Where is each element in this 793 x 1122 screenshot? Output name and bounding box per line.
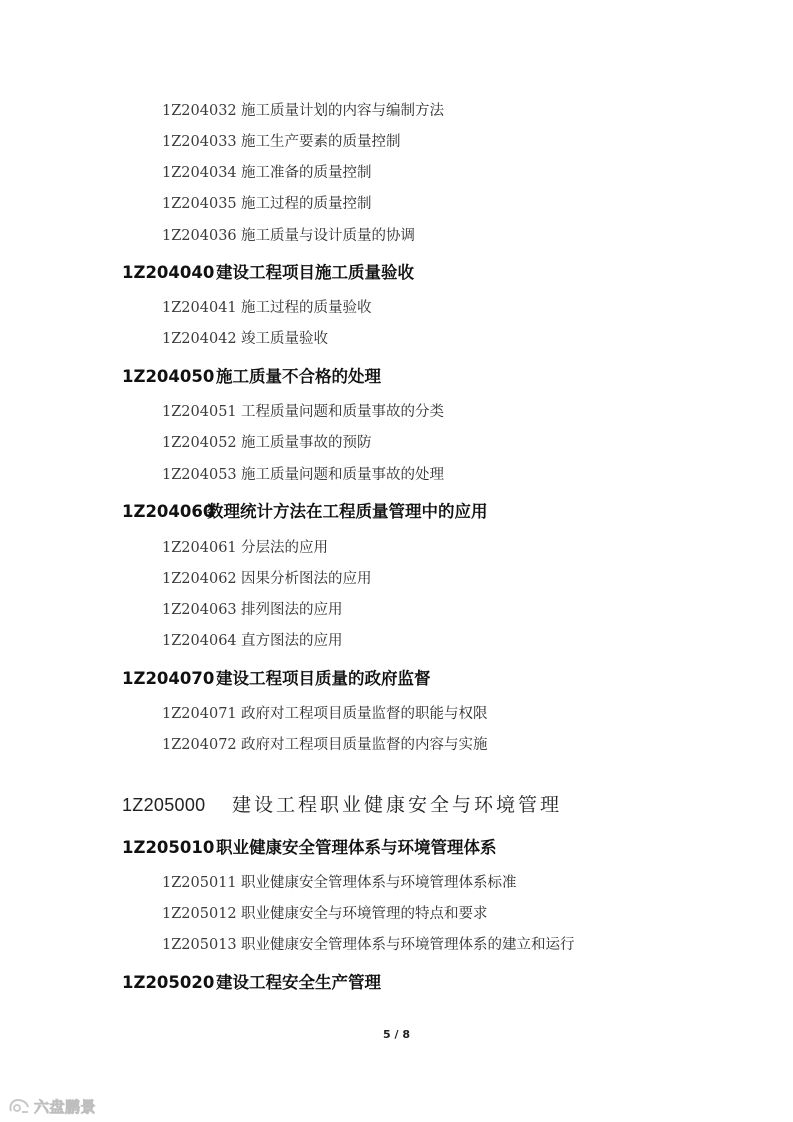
section-code: 1Z204070 (122, 669, 215, 688)
entry-title: 施工过程的质量验收 (241, 300, 372, 316)
toc-entry (162, 104, 444, 119)
toc-entry (162, 876, 517, 891)
entry-title: 工程质量问题和质量事故的分类 (241, 404, 444, 420)
toc-entry (162, 301, 372, 316)
toc-entry (162, 436, 372, 451)
toc-entry (162, 572, 372, 587)
entry-title: 施工质量与设计质量的协调 (241, 228, 415, 244)
entry-code: 1Z204064 (162, 633, 237, 649)
toc-entry (162, 738, 488, 753)
section-heading (122, 671, 431, 688)
toc-entry (162, 707, 488, 722)
entry-code: 1Z204063 (162, 602, 237, 618)
entry-code: 1Z204061 (162, 540, 237, 556)
watermark (8, 1096, 96, 1116)
toc-entry (162, 135, 401, 150)
entry-code: 1Z204036 (162, 228, 237, 244)
section-title: 职业健康安全管理体系与环境管理体系 (216, 838, 497, 857)
section-heading (122, 840, 497, 857)
section-code: 1Z205020 (122, 973, 215, 992)
entry-title: 排列图法的应用 (241, 602, 343, 618)
page-number: 5 / 8 (383, 1028, 410, 1041)
watermark-text: 六盘鹏景 (34, 1097, 97, 1116)
entry-code: 1Z204062 (162, 571, 237, 587)
toc-entry (162, 468, 444, 483)
entry-title: 施工质量问题和质量事故的处理 (241, 467, 444, 483)
chapter-title: 建设工程职业健康安全与环境管理 (232, 794, 563, 816)
toc-entry (162, 907, 488, 922)
toc-entry (162, 166, 372, 181)
toc-entry (162, 405, 444, 420)
entry-title: 施工质量计划的内容与编制方法 (241, 103, 444, 119)
entry-title: 施工准备的质量控制 (241, 165, 372, 181)
section-code: 1Z205010 (122, 838, 215, 857)
section-heading (122, 369, 381, 386)
entry-title: 直方图法的应用 (241, 633, 343, 649)
section-title: 建设工程项目施工质量验收 (216, 263, 414, 282)
entry-title: 因果分析图法的应用 (241, 571, 372, 587)
section-heading (122, 975, 381, 992)
entry-title: 职业健康安全与环境管理的特点和要求 (241, 906, 488, 922)
section-title: 数理统计方法在工程质量管理中的应用 (207, 502, 488, 521)
section-code: 1Z204050 (122, 367, 215, 386)
toc-entry (162, 541, 328, 556)
entry-code: 1Z204034 (162, 165, 237, 181)
entry-code: 1Z204071 (162, 706, 237, 722)
section-title: 施工质量不合格的处理 (216, 367, 381, 386)
entry-code: 1Z204041 (162, 300, 237, 316)
section-title: 建设工程项目质量的政府监督 (216, 669, 431, 688)
entry-title: 职业健康安全管理体系与环境管理体系标准 (241, 875, 517, 891)
section-title: 建设工程安全生产管理 (216, 973, 381, 992)
toc-entry (162, 634, 343, 649)
entry-title: 施工质量事故的预防 (241, 435, 372, 451)
section-heading (122, 504, 488, 521)
entry-code: 1Z205012 (162, 906, 237, 922)
entry-code: 1Z204052 (162, 435, 237, 451)
entry-title: 分层法的应用 (241, 540, 328, 556)
entry-title: 施工过程的质量控制 (241, 196, 372, 212)
chapter-heading (122, 796, 562, 815)
toc-entry (162, 197, 372, 212)
toc-entry (162, 332, 328, 347)
chapter-code: 1Z205000 (122, 795, 206, 815)
entry-code: 1Z204042 (162, 331, 237, 347)
toc-entry (162, 938, 575, 953)
entry-code: 1Z204051 (162, 404, 237, 420)
section-heading (122, 265, 414, 282)
section-code: 1Z204040 (122, 263, 215, 282)
entry-code: 1Z204053 (162, 467, 237, 483)
entry-title: 职业健康安全管理体系与环境管理体系的建立和运行 (241, 937, 575, 953)
entry-code: 1Z204035 (162, 196, 237, 212)
entry-title: 政府对工程项目质量监督的职能与权限 (241, 706, 488, 722)
entry-title: 施工生产要素的质量控制 (241, 134, 401, 150)
entry-code: 1Z204033 (162, 134, 237, 150)
section-code: 1Z204060 (122, 502, 215, 521)
entry-code: 1Z204032 (162, 103, 237, 119)
entry-code: 1Z205011 (162, 875, 237, 891)
entry-title: 竣工质量验收 (241, 331, 328, 347)
entry-code: 1Z205013 (162, 937, 237, 953)
watermark-logo-icon (8, 1097, 30, 1115)
entry-code: 1Z204072 (162, 737, 237, 753)
toc-entry (162, 229, 415, 244)
entry-title: 政府对工程项目质量监督的内容与实施 (241, 737, 488, 753)
toc-entry (162, 603, 343, 618)
